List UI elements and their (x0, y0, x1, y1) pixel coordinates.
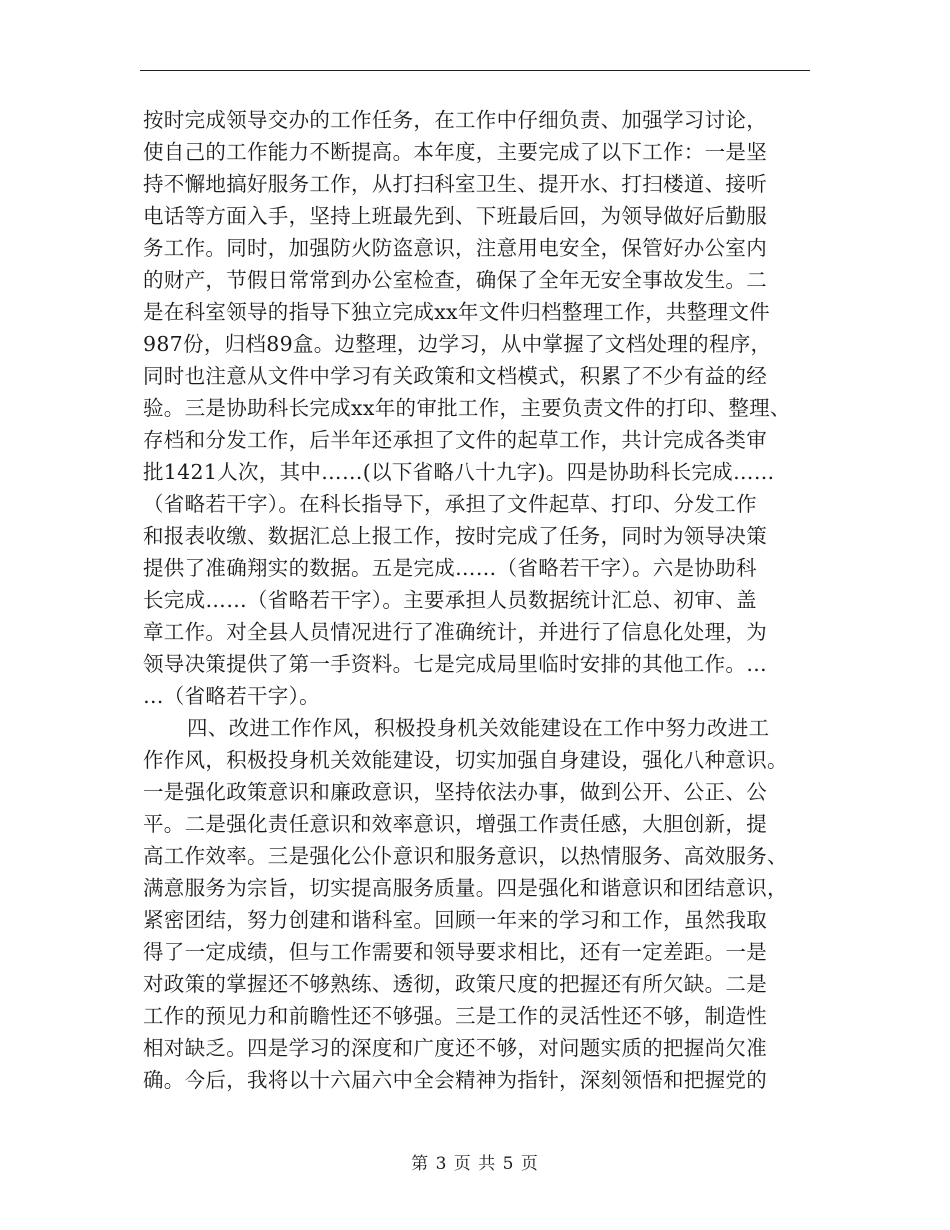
page-number: 第 3 页 共 5 页 (411, 1154, 539, 1174)
text-line: 工作的预见力和前瞻性还不够强。三是工作的灵活性还不够，制造性 (143, 1004, 767, 1028)
text-line: 电话等方面入手，坚持上班最先到、下班最后回，为领导做好后勤服 (143, 204, 767, 228)
text-line: 长完成……（省略若干字）。主要承担人员数据统计汇总、初审、盖 (143, 588, 757, 612)
text-line: （省略若干字）。在科长指导下，承担了文件起草、打印、分发工作 (143, 492, 757, 516)
text-line: 得了一定成绩，但与工作需要和领导要求相比，还有一定差距。一是 (143, 940, 767, 964)
text-line: 使自己的工作能力不断提高。本年度，主要完成了以下工作：一是坚 (143, 140, 767, 164)
text-line: 务工作。同时，加强防火防盗意识，注意用电安全，保管好办公室内 (143, 236, 767, 260)
text-line: 持不懈地搞好服务工作，从打扫科室卫生、提开水、打扫楼道、接听 (143, 172, 767, 196)
text-line: 同时也注意从文件中学习有关政策和文档模式，积累了不少有益的经 (143, 364, 767, 388)
text-line: 按时完成领导交办的工作任务，在工作中仔细负责、加强学习讨论， (143, 108, 767, 132)
text-line: 是在科室领导的指导下独立完成xx年文件归档整理工作，共整理文件 (143, 300, 770, 324)
text-line: 相对缺乏。四是学习的深度和广度还不够，对问题实质的把握尚欠准 (143, 1036, 767, 1060)
text-line: 验。三是协助科长完成xx年的审批工作，主要负责文件的打印、整理、 (143, 396, 791, 420)
text-line: 的财产，节假日常常到办公室检查，确保了全年无安全事故发生。二 (143, 268, 767, 292)
text-line: 紧密团结，努力创建和谐科室。回顾一年来的学习和工作，虽然我取 (143, 908, 767, 932)
section-heading-line: 四、改进工作作风，积极投身机关效能建设在工作中努力改进工 (187, 716, 770, 740)
text-line: 提供了准确翔实的数据。五是完成……（省略若干字）。六是协助科 (143, 556, 757, 580)
header-rule (140, 70, 810, 71)
text-line: …（省略若干字）。 (143, 684, 320, 708)
text-line: 987份，归档89盒。边整理，边学习，从中掌握了文档处理的程序， (143, 332, 772, 356)
text-line: 批1421人次，其中……(以下省略八十九字)。四是协助科长完成…… (143, 460, 775, 484)
text-line: 领导决策提供了第一手资料。七是完成局里临时安排的其他工作。… (143, 652, 767, 676)
text-line: 高工作效率。三是强化公仆意识和服务意识，以热情服务、高效服务、 (143, 844, 788, 868)
text-line: 章工作。对全县人员情况进行了准确统计，并进行了信息化处理，为 (143, 620, 767, 644)
text-line: 平。二是强化责任意识和效率意识，增强工作责任感，大胆创新，提 (143, 812, 767, 836)
body-text (143, 104, 823, 1096)
text-line: 满意服务为宗旨，切实提高服务质量。四是强化和谐意识和团结意识， (143, 876, 788, 900)
text-line: 和报表收缴、数据汇总上报工作，按时完成了任务，同时为领导决策 (143, 524, 767, 548)
text-line: 存档和分发工作，后半年还承担了文件的起草工作，共计完成各类审 (143, 428, 767, 452)
text-line: 一是强化政策意识和廉政意识，坚持依法办事，做到公开、公正、公 (143, 780, 767, 804)
text-line: 确。今后，我将以十六届六中全会精神为指针，深刻领悟和把握党的 (143, 1068, 767, 1092)
text-line: 对政策的掌握还不够熟练、透彻，政策尺度的把握还有所欠缺。二是 (143, 972, 767, 996)
text-line: 作作风，积极投身机关效能建设，切实加强自身建设，强化八种意识。 (143, 748, 788, 772)
